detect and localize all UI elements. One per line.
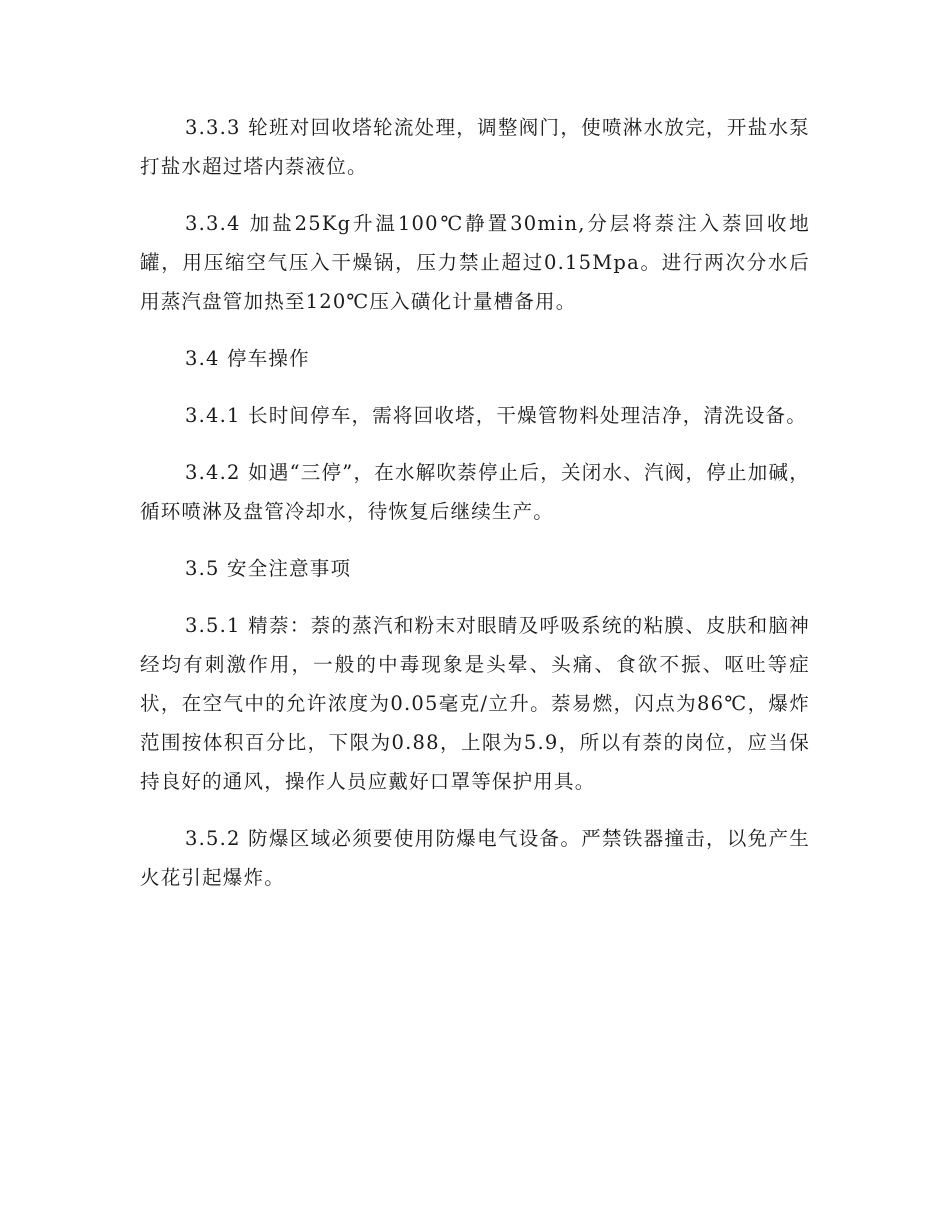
paragraph-3-5-2: 3.5.2 防爆区域必须要使用防爆电气设备。严禁铁器撞击，以免产生火花引起爆炸。 xyxy=(140,827,810,889)
paragraph-3-4-2: 3.4.2 如遇“三停”，在水解吹萘停止后，关闭水、汽阀，停止加碱，循环喷淋及盘管冷却水，待恢复后继续生产。 xyxy=(140,461,810,523)
section-heading-3-4: 3.4 停车操作 xyxy=(185,347,310,370)
document-body xyxy=(140,108,810,915)
paragraph-3-4-1: 3.4.1 长时间停车，需将回收塔，干燥管物料处理洁净，清洗设备。 xyxy=(185,404,807,427)
paragraph-3-5-1: 3.5.1 精萘：萘的蒸汽和粉末对眼睛及呼吸系统的粘膜、皮肤和脑神经均有刺激作用，一般的中毒现象是头晕、头痛、食欲不振、呕吐等症状，在空气中的允许浓度为0.05毫克/立升。萘易燃，闪点为86℃，爆炸范围按体积百分比，下限为0.88，上限为5.9，所以有萘的岗位，应当保持良好的通风，操作人员应戴好口罩等保护用具。 xyxy=(140,614,810,793)
section-heading-3-5: 3.5 安全注意事项 xyxy=(185,557,352,580)
paragraph-3-3-3: 3.3.3 轮班对回收塔轮流处理，调整阀门，使喷淋水放完，开盐水泵打盐水超过塔内萘液位。 xyxy=(140,116,810,178)
paragraph-3-3-4: 3.3.4 加盐25Kg升温100℃静置30min,分层将萘注入萘回收地罐，用压缩空气压入干燥锅，压力禁止超过0.15Mpa。进行两次分水后用蒸汽盘管加热至120℃压入磺化计量槽备用。 xyxy=(140,212,810,313)
